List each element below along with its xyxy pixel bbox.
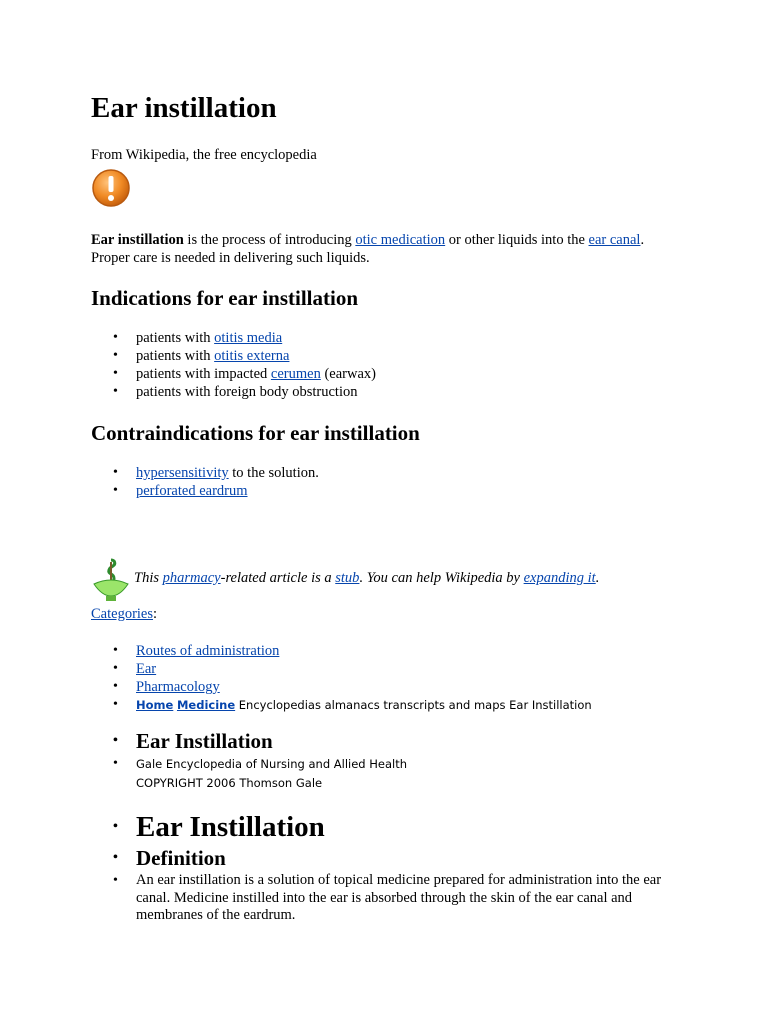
stub-text-2: -related article is a <box>220 570 336 586</box>
list-item <box>0 329 376 347</box>
indications-heading: Indications for ear instillation <box>91 286 359 310</box>
stub-text-3: . You can help Wikipedia by <box>359 570 524 586</box>
list-item-text: patients with impacted <box>136 366 271 382</box>
list-item-text: patients with foreign body obstruction <box>136 384 358 400</box>
otitis-externa-link[interactable]: otitis externa <box>214 348 290 364</box>
definition-heading: Definition <box>136 846 226 870</box>
breadcrumb-text: Encyclopedias almanacs transcripts and maps Ear Instillation <box>235 698 592 712</box>
list-item <box>0 846 681 870</box>
breadcrumb <box>136 698 592 712</box>
gale-detail-list <box>0 808 681 925</box>
intro-bold-term: Ear instillation <box>91 232 184 248</box>
otitis-media-link[interactable]: otitis media <box>214 330 283 346</box>
stub-text-1: This <box>134 570 163 586</box>
list-item <box>0 678 592 696</box>
indications-list <box>0 329 376 401</box>
list-item <box>0 464 319 482</box>
categories-link[interactable]: Categories <box>91 606 154 622</box>
gale-heading-2: Ear Instillation <box>136 811 325 843</box>
intro-paragraph <box>91 231 681 267</box>
breadcrumb-home-link[interactable]: Home <box>136 698 174 712</box>
categories-label-row <box>91 606 157 623</box>
stub-notice <box>134 570 599 587</box>
perforated-eardrum-link[interactable]: perforated eardrum <box>136 483 248 499</box>
list-item-text: to the solution. <box>228 465 319 481</box>
contraindications-list <box>0 464 319 500</box>
list-item <box>0 872 681 925</box>
cerumen-link[interactable]: cerumen <box>270 366 321 382</box>
list-item <box>0 642 592 660</box>
intro-text-3: . Proper care is needed in delivering such liquids. <box>91 232 645 266</box>
list-item-text: patients with <box>136 330 215 346</box>
list-item-text: patients with <box>136 348 215 364</box>
list-item <box>0 482 319 500</box>
intro-text-1: is the process of introducing <box>183 232 356 248</box>
list-item <box>0 728 407 754</box>
expanding-it-link[interactable]: expanding it <box>523 570 596 586</box>
category-routes-link[interactable]: Routes of administration <box>136 643 280 659</box>
pharmacy-link[interactable]: pharmacy <box>162 570 221 586</box>
gale-copyright: COPYRIGHT 2006 Thomson Gale <box>136 776 323 790</box>
ear-canal-link[interactable]: ear canal <box>588 232 641 248</box>
list-item <box>0 754 407 774</box>
bowl-of-hygieia-icon <box>90 556 132 604</box>
otic-medication-link[interactable]: otic medication <box>355 232 446 248</box>
contraindications-heading: Contraindications for ear instillation <box>91 421 420 445</box>
hypersensitivity-link[interactable]: hypersensitivity <box>136 465 229 481</box>
gale-list <box>0 728 407 774</box>
stub-link[interactable]: stub <box>335 570 360 586</box>
list-item <box>0 365 376 383</box>
category-pharmacology-link[interactable]: Pharmacology <box>136 679 220 695</box>
list-item <box>0 383 376 401</box>
exclamation-warning-icon <box>91 168 131 208</box>
list-item <box>0 660 592 678</box>
list-item <box>0 808 681 846</box>
page-subtitle: From Wikipedia, the free encyclopedia <box>91 147 317 163</box>
list-item-text: (earwax) <box>320 366 376 382</box>
list-item <box>0 696 592 714</box>
categories-colon: : <box>153 606 158 622</box>
stub-text-4: . <box>595 570 600 586</box>
definition-text: An ear instillation is a solution of topical medicine prepared for administration into the ear canal. Medicine instilled into the ear is absorbed through the skin of the ear canal and membranes of the eardrum. <box>136 872 662 923</box>
page-title: Ear instillation <box>91 92 277 124</box>
gale-source: Gale Encyclopedia of Nursing and Allied Health <box>136 757 408 771</box>
categories-list <box>0 642 592 714</box>
intro-text-2: or other liquids into the <box>445 232 589 248</box>
category-ear-link[interactable]: Ear <box>136 661 157 677</box>
gale-heading: Ear Instillation <box>136 729 273 753</box>
list-item <box>0 347 376 365</box>
breadcrumb-medicine-link[interactable]: Medicine <box>176 698 236 712</box>
